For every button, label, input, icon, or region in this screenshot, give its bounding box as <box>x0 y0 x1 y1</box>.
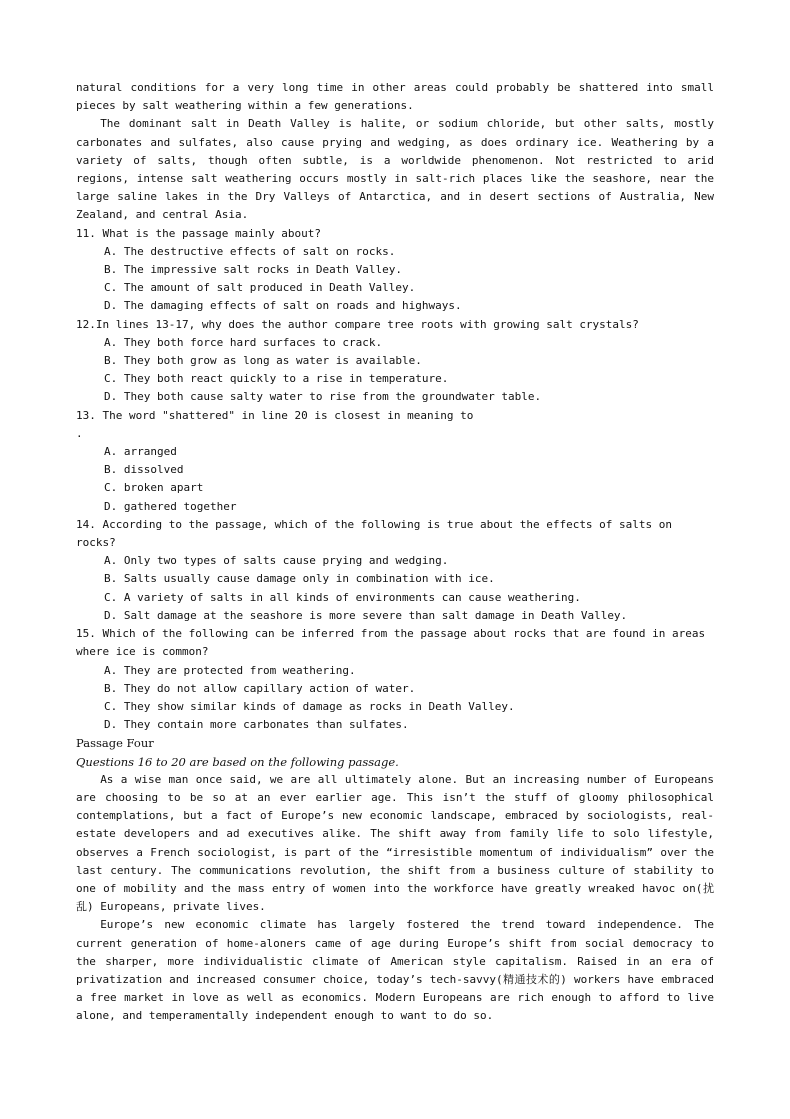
question-15 <box>76 625 714 734</box>
answer-option: D. They both cause salty water to rise from the groundwater table. <box>104 390 542 404</box>
answer-option: A. They are protected from weathering. <box>104 663 356 677</box>
answer-option: C. They show similar kinds of damage as rocks in Death Valley. <box>104 699 515 713</box>
question-13 <box>76 407 714 516</box>
answer-option: B. They both grow as long as water is available. <box>104 354 422 368</box>
passage-four-paragraph: Europe’s new economic climate has largely fostered the trend toward independence. The current generation of home-aloners came of age during Europe’s shift from social democracy to the sharper, more individualistic climate of American style capitalism. Raised in an era of privatization and increased consumer choice, today’s tech-savvy(精通技术的) workers have embraced a free market in love as well as economics. Modern Europeans are rich enough to afford to live alone, and temperamentally independent enough to want to do so. <box>76 918 714 1023</box>
question-14 <box>76 516 714 625</box>
question-11 <box>76 225 714 316</box>
passage-three-paragraph: The dominant salt in Death Valley is halite, or sodium chloride, but other salts, mostly carbonates and sulfates, also cause prying and wedging, as does ordinary ice. Weathering by a variety of salts, though often subtle, is a worldwide phenomenon. Not restricted to arid regions, intense salt weathering occurs mostly in salt-rich places like the seashore, near the large saline lakes in the Dry Valleys of Antarctica, and in desert sections of Australia, New Zealand, and central Asia. <box>76 117 714 222</box>
answer-option: C. They both react quickly to a rise in temperature. <box>104 372 449 386</box>
question-stem: 13. The word "shattered" in line 20 is closest in meaning to <box>76 408 474 422</box>
answer-option: C. A variety of salts in all kinds of environments can cause weathering. <box>104 590 581 604</box>
answer-option: D. Salt damage at the seashore is more severe than salt damage in Death Valley. <box>104 608 628 622</box>
answer-option: B. They do not allow capillary action of water. <box>104 681 416 695</box>
answer-option: B. dissolved <box>104 463 184 477</box>
answer-option: A. They both force hard surfaces to crack. <box>104 335 383 349</box>
passage-three-paragraph: natural conditions for a very long time in other areas could probably be shattered into small pieces by salt weathering within a few generations. <box>76 81 714 113</box>
answer-option: A. Only two types of salts cause prying and wedging. <box>104 554 449 568</box>
answer-option: C. broken apart <box>104 481 204 495</box>
passage-four-instruction: Questions 16 to 20 are based on the following passage. <box>76 754 399 769</box>
answer-blank: . <box>76 426 83 440</box>
answer-option: B. The impressive salt rocks in Death Valley. <box>104 263 403 277</box>
question-stem: 15. Which of the following can be inferred from the passage about rocks that are found in areas where ice is common? <box>76 627 706 659</box>
answer-option: A. arranged <box>104 445 177 459</box>
answer-option: B. Salts usually cause damage only in combination with ice. <box>104 572 495 586</box>
answer-option: A. The destructive effects of salt on rocks. <box>104 244 396 258</box>
document-page <box>76 79 714 1026</box>
question-stem: 11. What is the passage mainly about? <box>76 226 322 240</box>
passage-four-paragraph: As a wise man once said, we are all ultimately alone. But an increasing number of Europeans are choosing to be so at an ever earlier age. This isn’t the stuff of gloomy philosophical contemplations, but a fact of Europe’s new economic landscape, embraced by sociologists, real-estate developers and ad executives alike. The shift away from family life to solo lifestyle, observes a French sociologist, is part of the “irresistible momentum of individualism” over the last century. The communications revolution, the shift from a business culture of stability to one of mobility and the mass entry of women into the workforce have greatly wreaked havoc on(扰乱) Europeans, private lives. <box>76 772 714 914</box>
passage-four-heading: Passage Four <box>76 736 154 751</box>
answer-option: D. gathered together <box>104 499 237 513</box>
question-stem: 14. According to the passage, which of the following is true about the effects of salts on rocks? <box>76 517 673 550</box>
answer-option: C. The amount of salt produced in Death Valley. <box>104 281 416 295</box>
answer-option: D. They contain more carbonates than sulfates. <box>104 718 409 732</box>
question-12 <box>76 316 714 407</box>
question-stem: 12.In lines 13-17, why does the author compare tree roots with growing salt crystals? <box>76 317 639 331</box>
answer-option: D. The damaging effects of salt on roads and highways. <box>104 299 462 313</box>
